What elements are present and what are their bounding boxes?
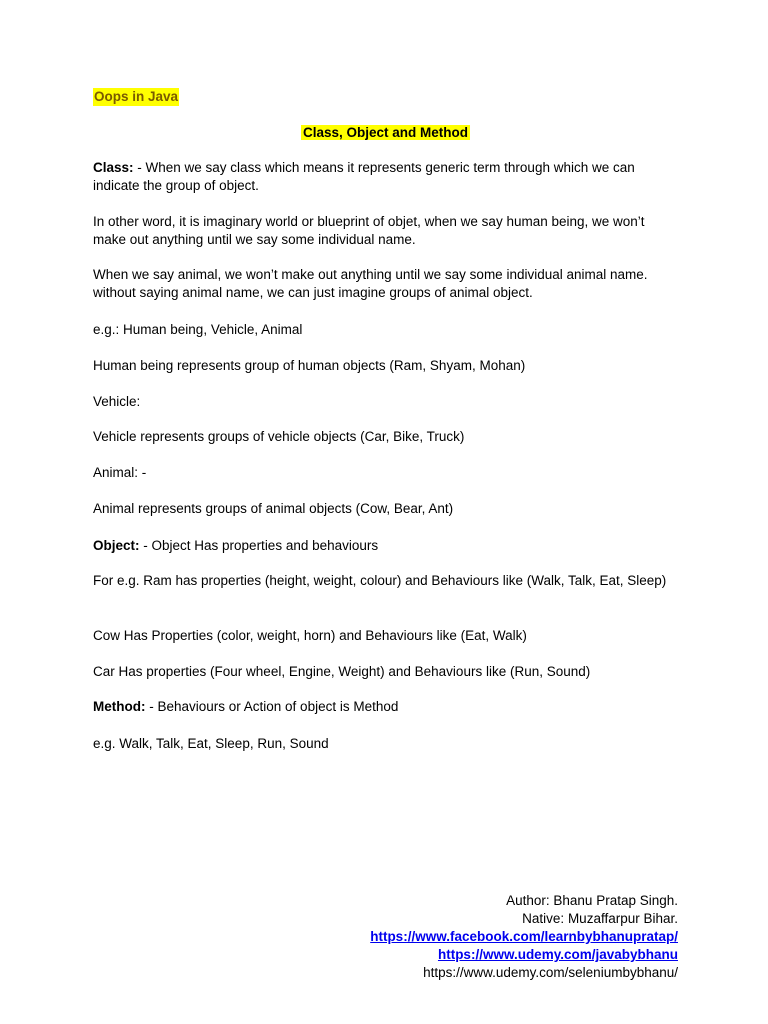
object-label: Object:: [93, 538, 140, 553]
paragraph-7: Vehicle represents groups of vehicle objects (Car, Bike, Truck): [93, 429, 465, 444]
class-text: - When we say class which means it represents generic term through which we can indicate the group of object.: [93, 160, 635, 193]
paragraph-12: Cow Has Properties (color, weight, horn) and Behaviours like (Eat, Walk): [93, 628, 527, 643]
paragraph-3: When we say animal, we won’t make out anything until we say some individual animal name. without saying animal name, we can just imagine groups of animal object.: [93, 267, 648, 300]
paragraph-4: e.g.: Human being, Vehicle, Animal: [93, 322, 303, 337]
footer-link-udemy-selenium: https://www.udemy.com/seleniumbybhanu/: [423, 965, 678, 980]
paragraph-15: e.g. Walk, Talk, Eat, Sleep, Run, Sound: [93, 736, 329, 751]
footer-link-facebook[interactable]: https://www.facebook.com/learnbybhanupratap/: [370, 929, 678, 944]
paragraph-5: Human being represents group of human objects (Ram, Shyam, Mohan): [93, 358, 526, 373]
doc-title: Class, Object and Method: [302, 125, 469, 140]
footer-author: Author: Bhanu Pratap Singh.: [506, 893, 678, 908]
object-paragraph: [93, 537, 678, 555]
footer-native: Native: Muzaffarpur Bihar.: [522, 911, 678, 926]
doc-title-wrap: [93, 124, 678, 142]
paragraph-2: In other word, it is imaginary world or blueprint of objet, when we say human being, we won’t make out anything until we say some individual name.: [93, 214, 645, 247]
object-text: - Object Has properties and behaviours: [139, 538, 379, 553]
method-paragraph: [93, 698, 678, 716]
method-text: - Behaviours or Action of object is Method: [145, 699, 399, 714]
paragraph-11: For e.g. Ram has properties (height, weight, colour) and Behaviours like (Walk, Talk, Eat, Sleep): [93, 573, 667, 588]
paragraph-8: Animal: -: [93, 465, 147, 480]
paragraph-9: Animal represents groups of animal objects (Cow, Bear, Ant): [93, 501, 454, 516]
doc-heading: Oops in Java: [94, 89, 179, 104]
footer-link-udemy-java[interactable]: https://www.udemy.com/javabybhanu: [437, 947, 678, 962]
footer-link-facebook-wrap: [278, 928, 678, 946]
class-label: Class:: [93, 160, 134, 175]
document-page: [93, 0, 678, 1024]
paragraph-6: Vehicle:: [93, 394, 141, 409]
method-label: Method:: [93, 699, 146, 714]
footer-link-udemy-java-wrap: [278, 946, 678, 964]
paragraph-13: Car Has properties (Four wheel, Engine, Weight) and Behaviours like (Run, Sound): [93, 664, 591, 679]
class-paragraph: [93, 159, 678, 195]
